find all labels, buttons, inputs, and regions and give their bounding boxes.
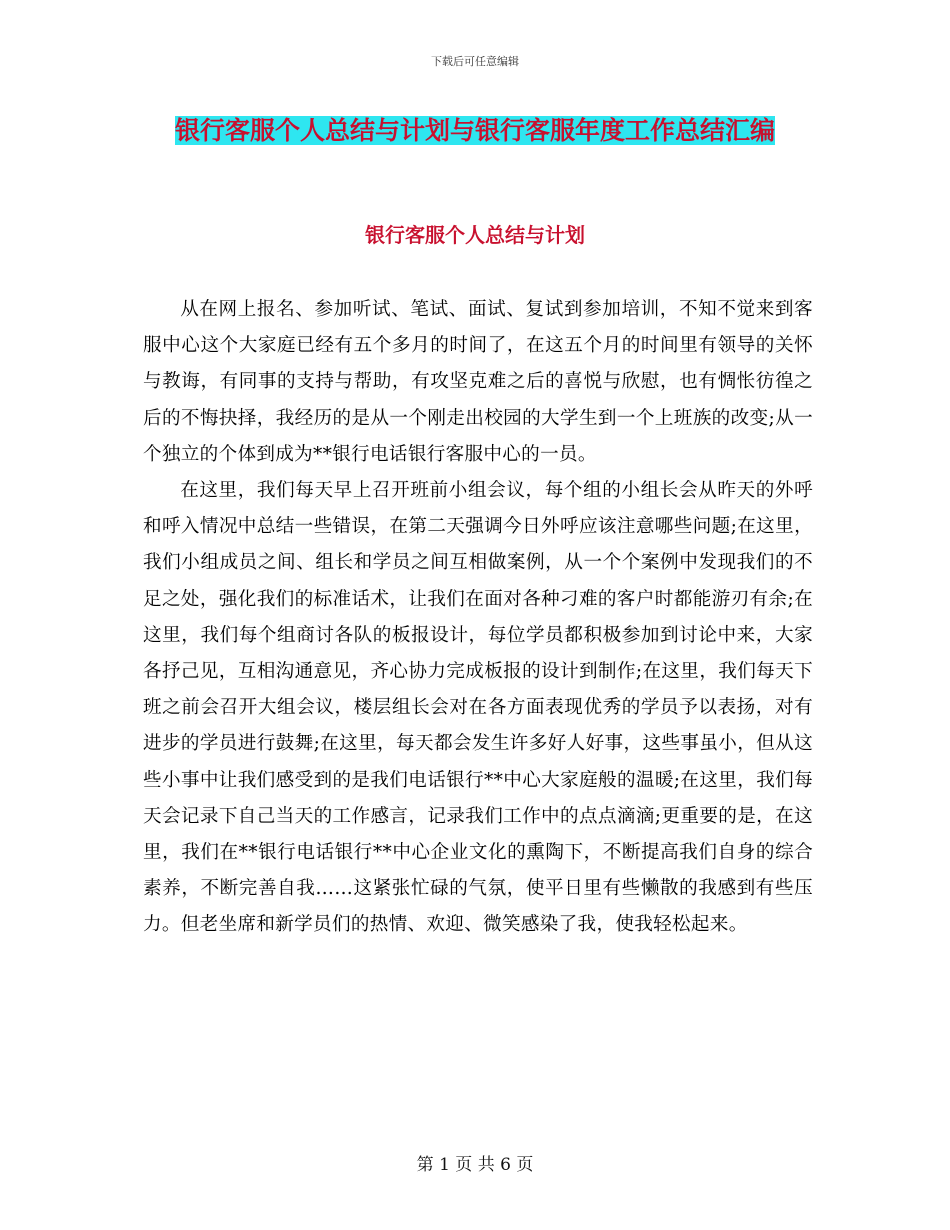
header-note: 下载后可任意编辑 (431, 55, 519, 68)
document-title (140, 108, 810, 153)
section-title: 银行客服个人总结与计划 (365, 223, 585, 247)
body-text (143, 292, 813, 944)
document-title-text: 银行客服个人总结与计划与银行客服年度工作总结汇编 (174, 116, 775, 145)
page-footer: 第 1 页 共 6 页 (416, 1155, 534, 1175)
paragraph-2: 在这里，我们每天早上召开班前小组会议，每个组的小组长会从昨天的外呼和呼入情况中总结一些错误，在第二天强调今日外呼应该注意哪些问题;在这里，我们小组成员之间、组长和学员之间互相做案例，从一个个案例中发现我们的不足之处，强化我们的标准话术，让我们在面对各种刁难的客户时都能游刃有余;在这里，我们每个组商讨各队的板报设计，每位学员都积极参加到讨论中来，大家各抒己见，互相沟通意见，齐心协力完成板报的设计到制作;在这里，我们每天下班之前会召开大组会议，楼层组长会对在各方面表现优秀的学员予以表扬，对有进步的学员进行鼓舞;在这里，每天都会发生许多好人好事，这些事虽小，但从这些小事中让我们感受到的是我们电话银行**中心大家庭般的温暖;在这里，我们每天会记录下自己当天的工作感言，记录我们工作中的点点滴滴;更重要的是，在这里，我们在**银行电话银行**中心企业文化的熏陶下，不断提高我们自身的综合素养，不断完善自我……这紧张忙碌的气氛，使平日里有些懒散的我感到有些压力。但老坐席和新学员们的热情、欢迎、微笑感染了我，使我轻松起来。 (143, 480, 813, 936)
paragraph-1: 从在网上报名、参加听试、笔试、面试、复试到参加培训，不知不觉来到客服中心这个大家庭已经有五个多月的时间了，在这五个月的时间里有领导的关怀与教诲，有同事的支持与帮助，有攻坚克难之后的喜悦与欣慰，也有惆怅彷徨之后的不悔抉择，我经历的是从一个刚走出校园的大学生到一个上班族的改变;从一个独立的个体到成为**银行电话银行客服中心的一员。 (143, 299, 813, 465)
